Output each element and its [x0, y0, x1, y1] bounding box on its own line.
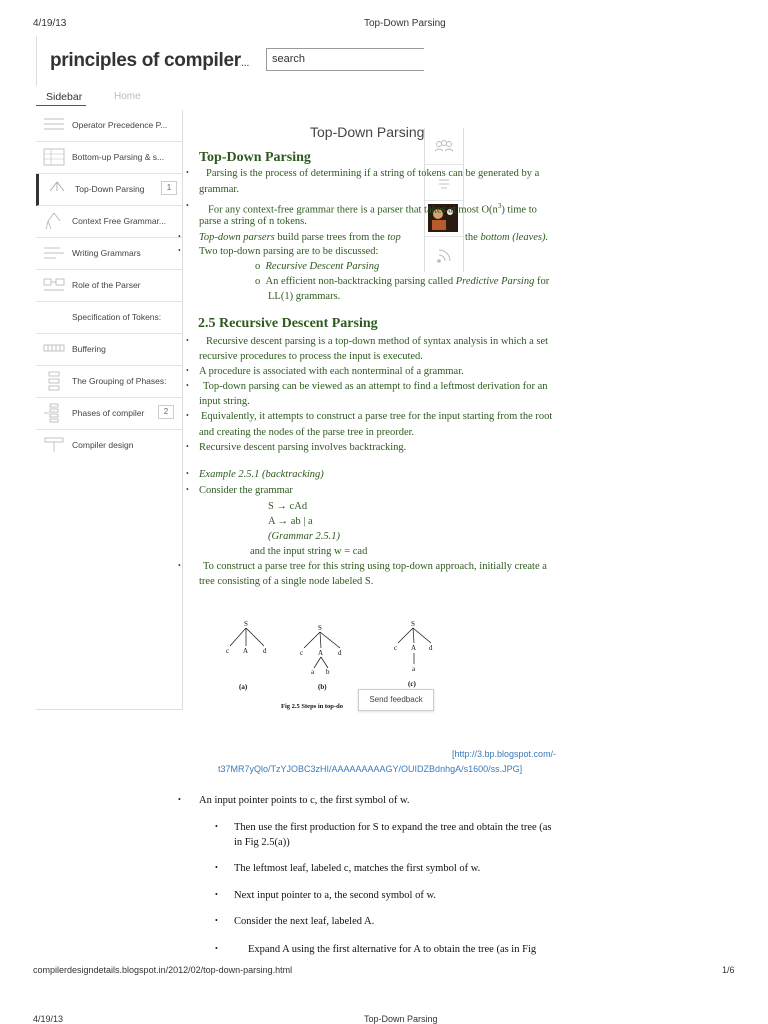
example-label: Example 2.5.1 (backtracking) — [199, 469, 324, 480]
section-heading: 2.5 Recursive Descent Parsing — [198, 316, 378, 331]
print-title: Top-Down Parsing — [364, 18, 446, 29]
svg-text:d: d — [429, 644, 433, 652]
sidebar-item-grouping-phases[interactable]: The Grouping of Phases: — [36, 366, 182, 398]
share-people-icon[interactable] — [425, 128, 463, 165]
paragraph: tree consisting of a single node labeled S. — [199, 576, 374, 587]
paragraph: recursive procedures to process the input is executed. — [199, 351, 423, 362]
figure-label-b: (b) — [318, 683, 327, 691]
paragraph: The leftmost leaf, labeled c, matches the first symbol of w. — [234, 863, 481, 874]
paragraph: Then use the first production for S to expand the tree and obtain the tree (as — [234, 822, 552, 833]
svg-text:A: A — [243, 647, 249, 655]
paragraph: Equivalently, it attempts to construct a parse tree for the input starting from the root — [201, 411, 553, 422]
sidebar — [36, 110, 183, 710]
print-date: 4/19/13 — [33, 1014, 64, 1024]
paragraph: Expand A using the first alternative for A to obtain the tree (as in Fig — [248, 944, 537, 955]
sidebar-item-operator-precedence[interactable]: Operator Precedence P... — [36, 110, 182, 142]
svg-text:d: d — [263, 647, 267, 655]
paragraph: and creating the nodes of the parse tree in preorder. — [199, 427, 415, 438]
sidebar-item-writing-grammars[interactable]: Writing Grammars — [36, 238, 182, 270]
sidebar-item-top-down[interactable]: Top-Down Parsing 1 — [36, 174, 182, 206]
print-url: compilerdesigndetails.blogspot.in/2012/02/top-down-parsing.html — [33, 965, 293, 975]
paragraph: To construct a parse tree for this string using top-down approach, initially create a — [203, 561, 547, 572]
paragraph: input string. — [199, 396, 250, 407]
paragraph: the bottom (leaves). — [465, 232, 549, 243]
post-title-overlay: Top-Down Parsing — [310, 124, 425, 140]
tab-sidebar[interactable]: Sidebar — [46, 91, 83, 103]
paragraph: A procedure is associated with each nonterminal of a grammar. — [199, 366, 464, 377]
svg-text:c: c — [300, 649, 304, 657]
paragraph: Parsing is the process of determining if a string of tokens can be generated by a — [206, 168, 540, 179]
figure-label-c: (c) — [408, 680, 416, 688]
paragraph: and the input string w = cad — [250, 546, 368, 557]
paragraph: Consider the grammar — [199, 485, 293, 496]
thumbnail-icon — [42, 435, 66, 455]
thumbnail-icon — [42, 275, 66, 295]
thumbnail-icon — [42, 115, 66, 135]
sidebar-item-compiler-design[interactable]: Compiler design — [36, 430, 182, 462]
post-count-badge: 2 — [158, 405, 174, 419]
svg-text:c: c — [394, 644, 398, 652]
svg-text:a: a — [311, 668, 315, 676]
svg-text:S: S — [318, 624, 322, 632]
paragraph: An input pointer points to c, the first symbol of w. — [199, 795, 410, 806]
paragraph: parse a string of n tokens. — [199, 216, 307, 227]
thumbnail-icon — [42, 403, 66, 423]
paragraph: For any context-free grammar there is a parser that takes at most $O(n^3)$ time to — [208, 202, 537, 216]
sidebar-item-specification-tokens[interactable]: Specification of Tokens: — [36, 302, 182, 334]
sidebar-item-bottom-up[interactable]: Bottom-up Parsing & s... — [36, 142, 182, 174]
post-count-badge: 1 — [161, 181, 177, 195]
thumbnail-icon — [42, 339, 66, 359]
list-item: o An efficient non-backtracking parsing called Predictive Parsing for — [255, 276, 550, 287]
paragraph: grammar. — [199, 184, 239, 195]
svg-text:S: S — [244, 620, 248, 628]
list-item: o Recursive Descent Parsing — [255, 261, 380, 272]
sidebar-item-role-of-parser[interactable]: Role of the Parser — [36, 270, 182, 302]
sidebar-item-phases-compiler[interactable]: Phases of compiler 2 — [36, 398, 182, 430]
thumbnail-icon — [42, 211, 66, 231]
blog-title[interactable]: principles of compiler... — [50, 50, 250, 71]
grammar-label: (Grammar 2.5.1) — [268, 531, 341, 542]
svg-text:A: A — [318, 649, 324, 657]
list-item: LL(1) grammars. — [268, 291, 341, 302]
sidebar-item-buffering[interactable]: Buffering — [36, 334, 182, 366]
grammar-rule: A → ab | a — [268, 516, 313, 527]
svg-text:c: c — [226, 647, 230, 655]
svg-text:A: A — [411, 644, 417, 652]
paragraph: in Fig 2.5(a)) — [234, 837, 290, 848]
print-date: 4/19/13 — [33, 18, 67, 29]
image-link[interactable]: [http://3.bp.blogspot.com/- — [452, 749, 557, 759]
image-link[interactable]: t37MR7yQlo/TzYJOBC3zHI/AAAAAAAAAGY/OUIDZBdnhgA/s1600/ss.JPG] — [218, 764, 523, 774]
paragraph: Two top-down parsing are to be discussed: — [199, 246, 379, 257]
figure-label-a: (a) — [239, 683, 248, 691]
thumbnail-icon — [42, 147, 66, 167]
svg-text:d: d — [338, 649, 342, 657]
tab-home[interactable]: Home — [114, 91, 141, 102]
thumbnail-icon — [45, 179, 69, 199]
paragraph: Top-down parsing can be viewed as an attempt to find a leftmost derivation for an — [203, 381, 548, 392]
post-heading: Top-Down Parsing — [199, 150, 311, 165]
svg-text:a: a — [412, 665, 416, 673]
svg-text:b: b — [326, 668, 330, 676]
paragraph: Next input pointer to a, the second symbol of w. — [234, 890, 436, 901]
svg-text:S: S — [411, 620, 415, 628]
thumbnail-icon — [42, 243, 66, 263]
send-feedback-button[interactable]: Send feedback — [358, 689, 434, 711]
thumbnail-icon — [42, 371, 66, 391]
search-input[interactable]: search — [266, 48, 424, 71]
print-title: Top-Down Parsing — [364, 1014, 438, 1024]
paragraph: Recursive descent parsing involves backtracking. — [199, 442, 407, 453]
sidebar-item-context-free[interactable]: Context Free Grammar... — [36, 206, 182, 238]
grammar-rule: S → cAd — [268, 501, 308, 512]
rss-icon[interactable] — [425, 236, 463, 273]
paragraph: Recursive descent parsing is a top-down method of syntax analysis in which a set — [206, 336, 549, 347]
figure-caption: Fig 2.5 Steps in top-do — [281, 703, 343, 710]
paragraph: Top-down parsers build parse trees from the top — [199, 232, 401, 243]
paragraph: Consider the next leaf, labeled A. — [234, 916, 375, 927]
print-page-number: 1/6 — [722, 965, 735, 975]
